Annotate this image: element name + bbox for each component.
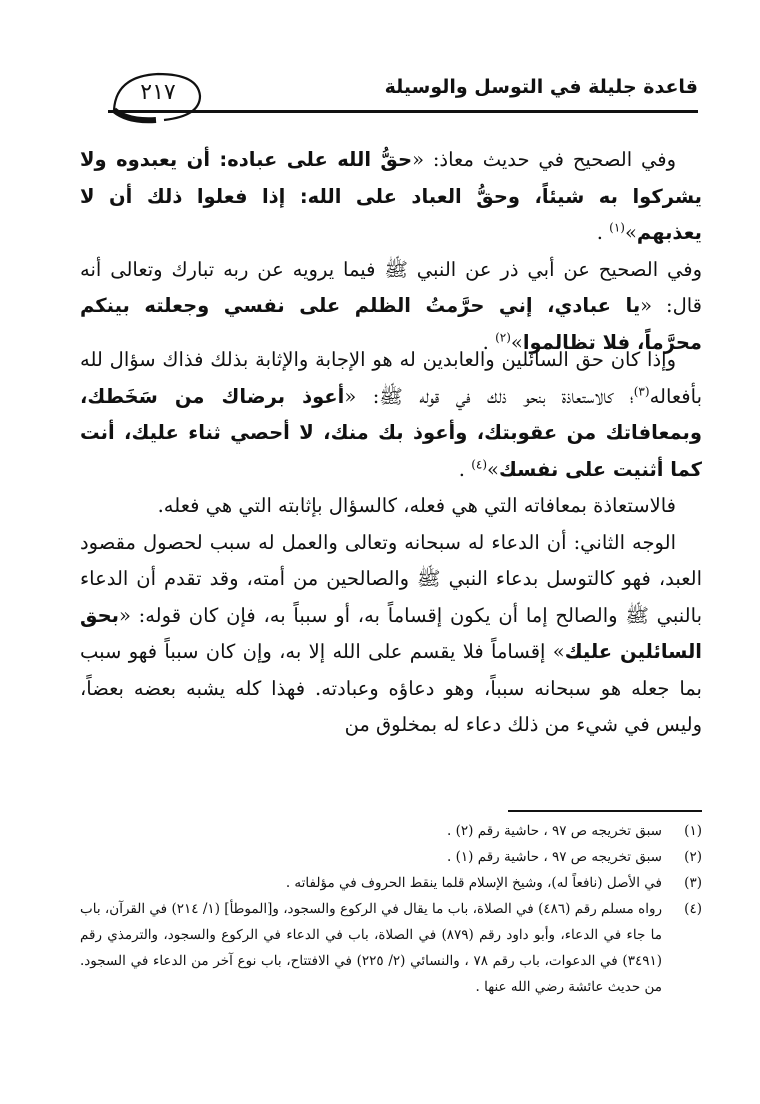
text-run: ؛ كالاستعاذة بنحو ذلك في قوله ﷺ: « — [344, 384, 634, 408]
footnote-text: سبق تخريجه ص ٩٧ ، حاشية رقم (٢) . — [447, 823, 662, 839]
paragraph-4: فالاستعاذة بمعافاته التي هي فعله، كالسؤال بإثابته التي هي فعله. — [157, 494, 676, 517]
footnote-ref: (٢) — [495, 330, 511, 344]
hadith-quote: حقُّ الله على عباده: أن يعبدوه ولا يشركوا به شيئاً، وحقُّ العباد على الله: إذا فعلوا ذلك أن لا يعذبهم — [80, 148, 702, 244]
running-title: قاعدة جليلة في التوسل والوسيلة — [384, 76, 698, 98]
footnote-ref: (٤) — [471, 457, 488, 471]
footnote-text: سبق تخريجه ص ٩٧ ، حاشية رقم (١) . — [447, 849, 662, 865]
hadith-quote: بحق السائلين عليك — [80, 603, 702, 663]
footnote-number: (١) — [684, 823, 702, 839]
footnote-ref: (٣) — [633, 384, 650, 398]
paragraph-5 — [80, 525, 702, 744]
paragraph-1 — [80, 142, 702, 252]
text-run: » — [510, 330, 523, 354]
footnote-number: (٢) — [684, 849, 702, 865]
footnote-4 — [80, 896, 702, 1000]
text-run: الوجه الثاني: أن الدعاء له سبحانه وتعالى والعمل له سبب لحصول مقصود العبد، فهو كالتوسل بدعاء النبي ﷺ والصالحين من أمته، وقد تقدم أن الدعاء بالنبي ﷺ والصالح إما أن يكون إقساماً به، أو سبباً به، فإن كان قوله: « — [80, 530, 702, 627]
paragraph-3 — [80, 342, 702, 488]
footnotes — [80, 818, 702, 1000]
footnote-number: (٤) — [684, 901, 702, 917]
hadith-quote: يا عبادي، إني حرَّمتُ الظلم على نفسي وجعلته بينكم محرَّماً، فلا تظالموا — [80, 294, 702, 354]
page-header — [108, 70, 698, 126]
text-run: » — [487, 457, 499, 481]
text-run: وفي الصحيح في حديث معاذ: « — [412, 148, 676, 171]
footnote-text: رواه مسلم رقم (٤٨٦) في الصلاة، باب ما يقال في الركوع والسجود، و[الموطأ] (١/ ٢١٤) في القرآن، باب ما جاء في الدعاء، وأبو داود رقم (٨٧٩) في الصلاة، باب في الدعاء في الركوع والسجود، والترمذي رقم (٣٤٩١) في الدعوات، باب رقم ٧٨ ، والنسائي (٢/ ٢٢٥) في الافتتاح، باب نوع آخر من الدعاء في السجود. من حديث عائشة رضي الله عنها . — [80, 901, 662, 995]
main-text-2 — [80, 342, 702, 744]
footnote-rule — [508, 810, 702, 812]
hadith-quote: أعوذ برضاك من سَخَطك، وبمعافاتك من عقوبتك، وأعوذ بك منك، لا أحصي ثناء عليك، أنت كما أثنيت على نفسك — [80, 384, 702, 481]
text-run: . — [458, 457, 465, 481]
text-run: » — [624, 221, 637, 244]
footnote-text: في الأصل (نافعاً له)، وشيخ الإسلام قلما ينقط الحروف في مؤلفاته . — [285, 875, 662, 891]
text-run: . — [596, 221, 603, 244]
text-run: وفي الصحيح عن أبي ذر عن النبي ﷺ فيما يرويه عن ربه تبارك وتعالى أنه قال: « — [80, 257, 702, 317]
main-text — [80, 142, 702, 361]
text-run: » إقساماً فلا يقسم على الله إلا به، وإن كان سبباً فهو سبب بما جعله هو سبحانه سبباً، وهو دعاؤه وعبادته. فهذا كله يشبه بعضه بعضاً، وليس في شيء من ذلك دعاء له بمخلوق من — [80, 640, 702, 736]
footnote-3 — [80, 870, 702, 896]
footnote-1 — [80, 818, 702, 844]
page-number: ٢١٧ — [140, 80, 176, 105]
footnote-number: (٣) — [684, 875, 702, 891]
text-run: . — [482, 330, 489, 354]
footnote-ref: (١) — [609, 220, 625, 235]
text-run: وإذا كان حق السائلين والعابدين له هو الإجابة والإثابة بذلك فذاك سؤال لله بأفعاله — [80, 348, 702, 408]
footnote-2 — [80, 844, 702, 870]
